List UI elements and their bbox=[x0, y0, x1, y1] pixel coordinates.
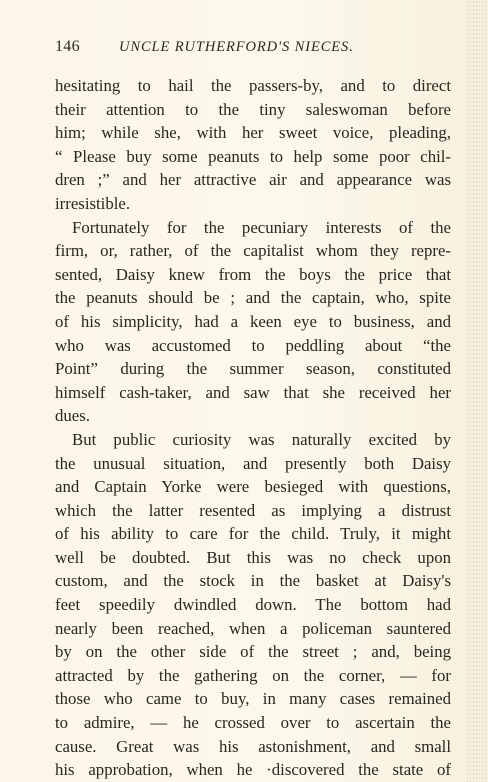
text-line: Point” during the summer season, constituted bbox=[55, 359, 451, 379]
text-line: hesitating to hail the passers-by, and to direct bbox=[55, 76, 451, 95]
text-line: feet speedily dwindled down. The bottom had bbox=[55, 595, 451, 615]
text-line: the unusual situation, and presently both Daisy bbox=[55, 453, 451, 473]
text-line: nearly been reached, when a policeman sauntered bbox=[55, 618, 451, 638]
text-line: Fortunately for the pecuniary interests of the bbox=[72, 217, 451, 237]
text-line: who was accustomed to peddling about “the bbox=[55, 335, 451, 355]
text-line: himself cash-taker, and saw that she received her bbox=[55, 382, 451, 402]
text-line: of his simplicity, had a keen eye to business, and bbox=[55, 311, 451, 331]
text-line: his approbation, when he ·discovered the state of bbox=[55, 760, 451, 780]
text-line: But public curiosity was naturally excited by bbox=[72, 429, 451, 449]
page-edge-texture bbox=[466, 0, 488, 782]
text-line: sented, Daisy knew from the boys the price that bbox=[55, 264, 451, 284]
text-line: firm, or, rather, of the capitalist whom they repre- bbox=[55, 241, 451, 261]
text-line: him; while she, with her sweet voice, pleading, bbox=[55, 123, 451, 143]
text-line: “ Please buy some peanuts to help some poor chil- bbox=[55, 146, 451, 166]
page-number: 146 bbox=[55, 38, 80, 55]
body-text bbox=[55, 74, 451, 782]
text-line: by on the other side of the street ; and, being bbox=[55, 642, 451, 662]
text-line: cause. Great was his astonishment, and small bbox=[55, 736, 451, 756]
page-header bbox=[55, 38, 455, 58]
text-line: those who came to buy, in many cases remained bbox=[55, 689, 451, 709]
text-line: irresistible. bbox=[55, 193, 131, 213]
text-line: of his ability to care for the child. Truly, it might bbox=[55, 524, 451, 544]
text-line: well be doubted. But this was no check upon bbox=[55, 547, 451, 567]
text-line: and Captain Yorke were besieged with questions, bbox=[55, 477, 451, 497]
text-line: their attention to the tiny saleswoman before bbox=[55, 99, 451, 119]
text-line: dues. bbox=[55, 406, 90, 426]
text-line: dren ;” and her attractive air and appearance was bbox=[55, 170, 451, 190]
text-line: attracted by the gathering on the corner, — for bbox=[55, 665, 451, 685]
text-line: which the latter resented as implying a distrust bbox=[55, 500, 451, 520]
running-head: UNCLE RUTHERFORD'S NIECES. bbox=[119, 39, 354, 55]
text-line: the peanuts should be ; and the captain, who, spite bbox=[55, 288, 451, 308]
text-line: to admire, — he crossed over to ascertain the bbox=[55, 713, 451, 733]
text-line: custom, and the stock in the basket at Daisy's bbox=[55, 571, 451, 591]
